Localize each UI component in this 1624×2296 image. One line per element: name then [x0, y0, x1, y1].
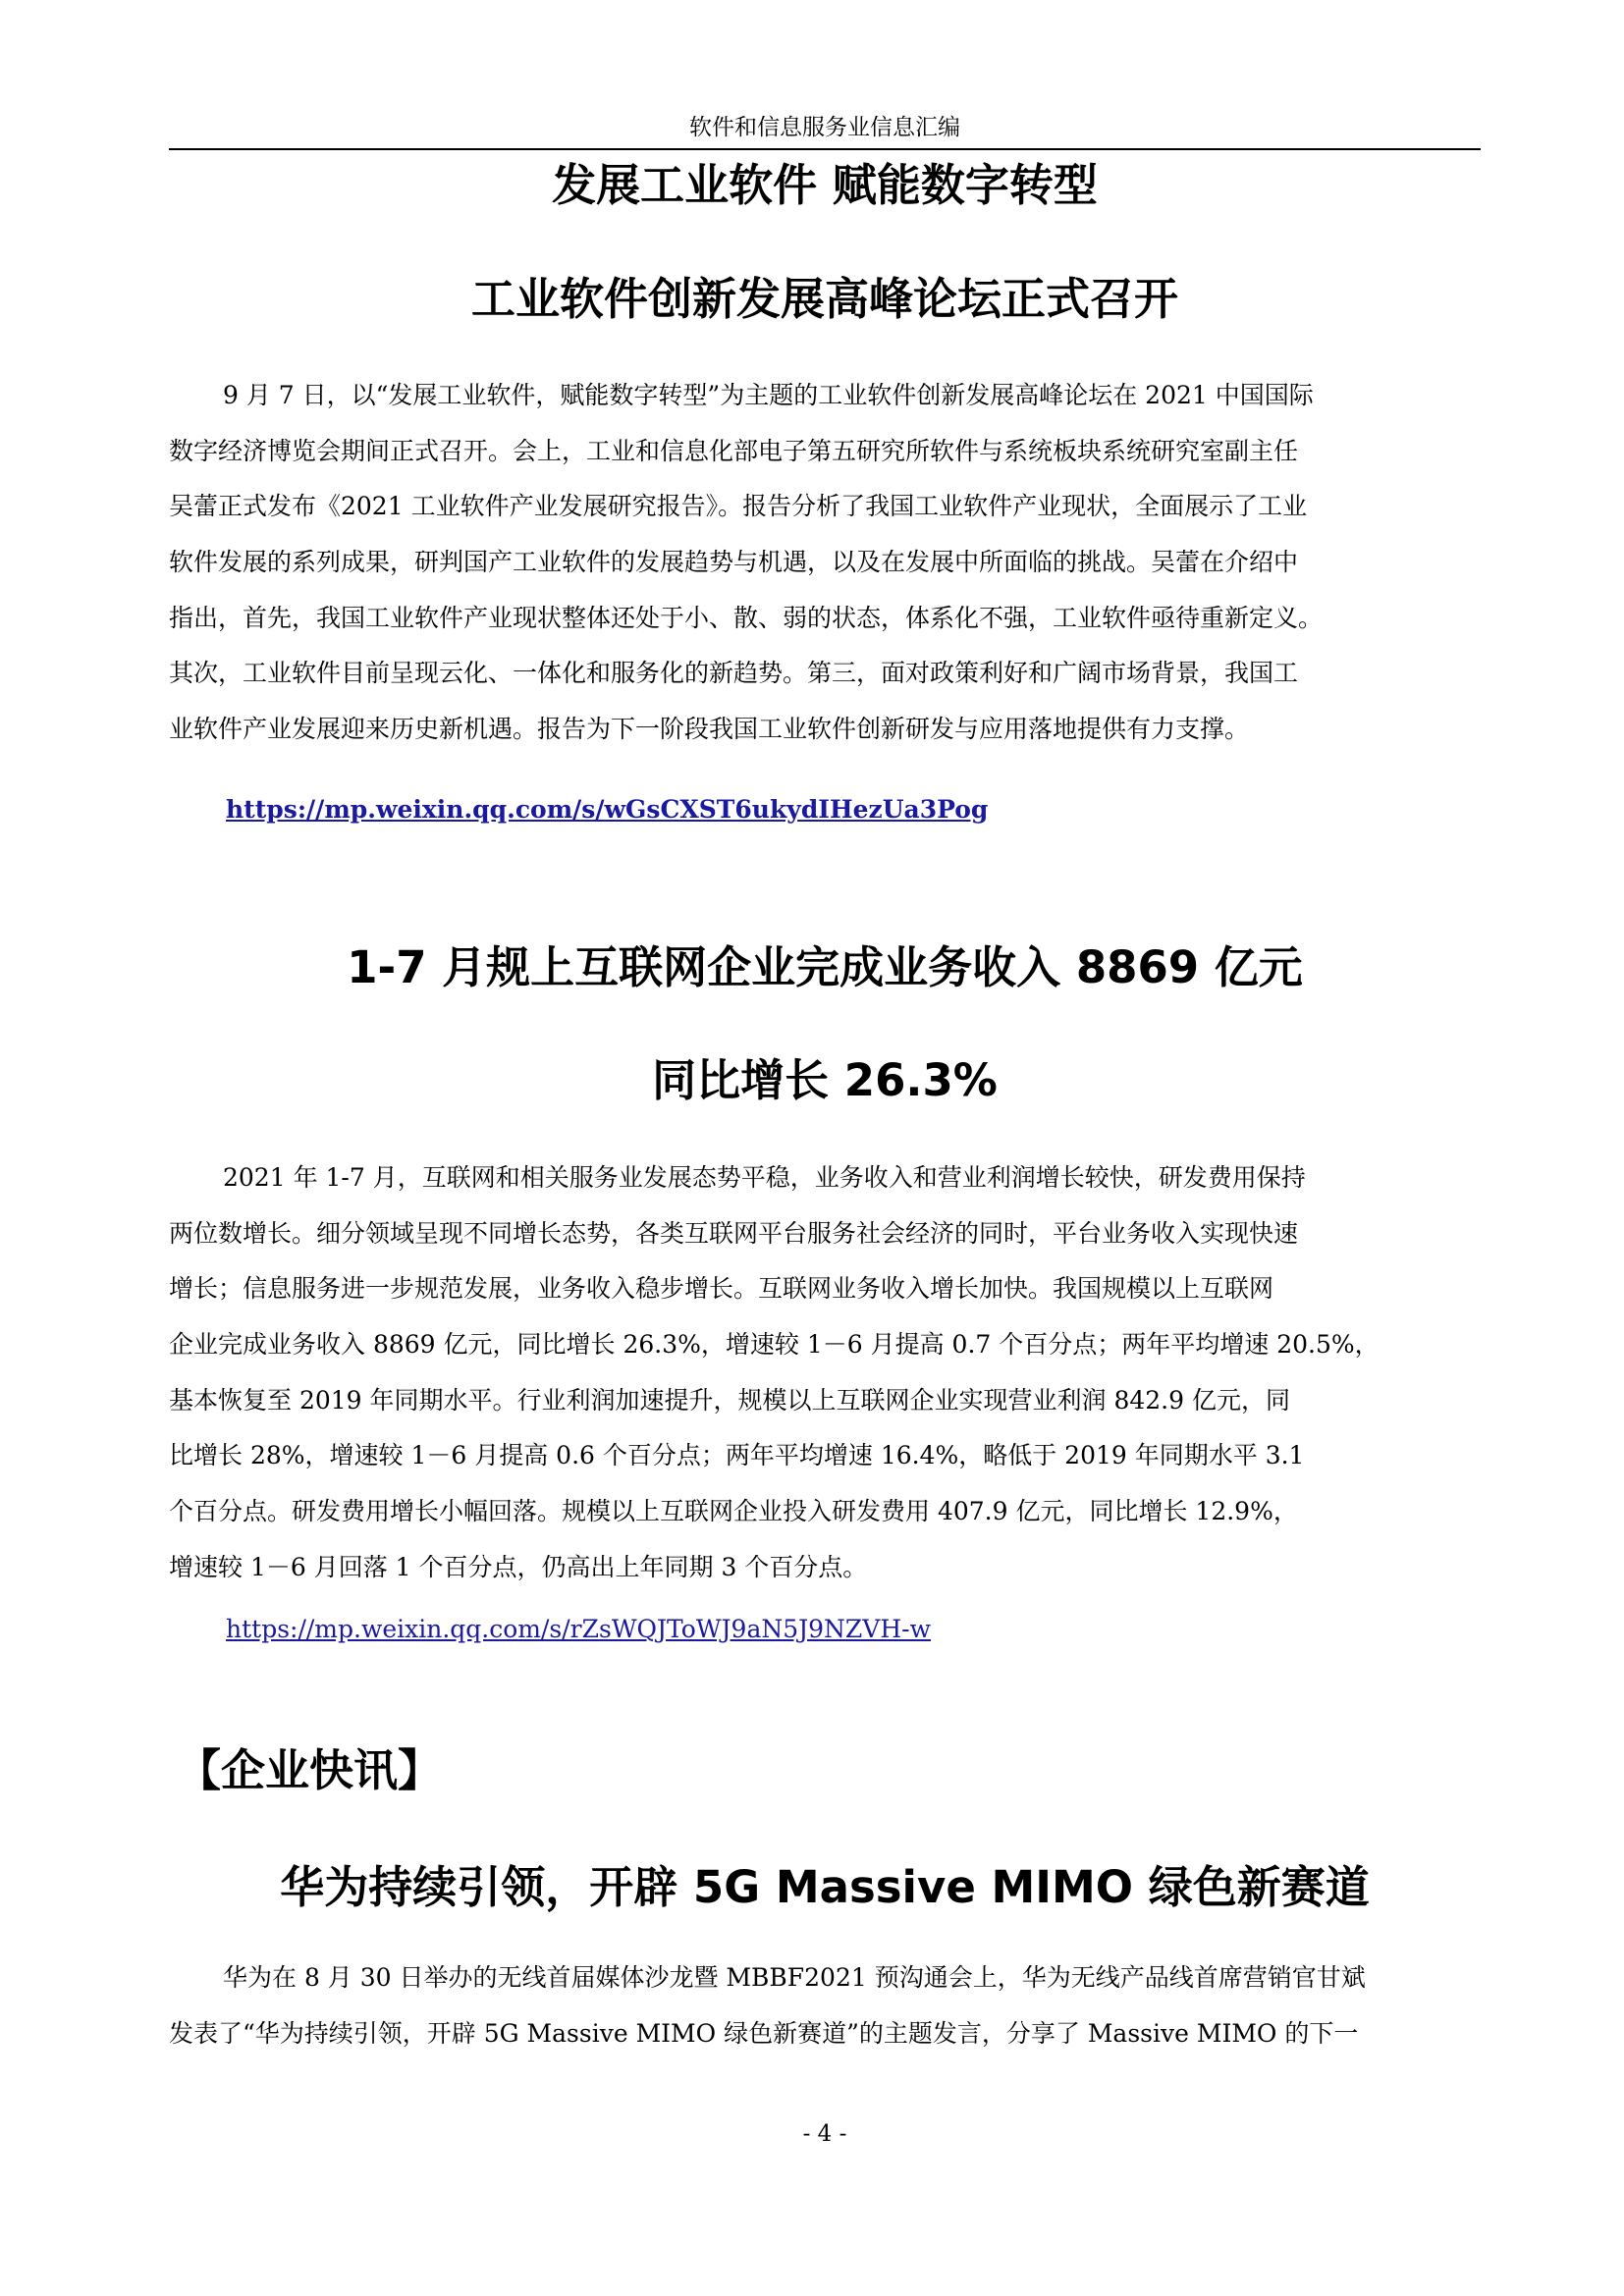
page-number: - 4 - [802, 2121, 847, 2147]
article2-line: 比增长 28%，增速较 1－6 月提高 0.6 个百分点；两年平均增速 16.4%，略低于 2019 年同期水平 3.1 [169, 1441, 1305, 1470]
article3-line: 华为在 8 月 30 日举办的无线首届媒体沙龙暨 MBBF2021 预沟通会上，华为无线产品线首席营销官甘斌 [223, 1963, 1366, 1992]
article3-title: 华为持续引领，开辟 5G Massive MIMO 绿色新赛道 [280, 1861, 1370, 1913]
section-label: 【企业快讯】 [177, 1744, 443, 1796]
running-header: 软件和信息服务业信息汇编 [689, 115, 960, 140]
article1-body [169, 368, 1481, 758]
article1-title-line1: 发展工业软件 赋能数字转型 [552, 159, 1098, 211]
article2-line: 基本恢复至 2019 年同期水平。行业利润加速提升，规模以上互联网企业实现营业利润 842.9 亿元，同 [169, 1385, 1290, 1415]
article1-line: 软件发展的系列成果，研判国产工业软件的发展趋势与机遇，以及在发展中所面临的挑战。吴蕾在介绍中 [169, 548, 1299, 577]
article1-line: 其次，工业软件目前呈现云化、一体化和服务化的新趋势。第三，面对政策利好和广阔市场背景，我国工 [169, 659, 1299, 688]
article2-link[interactable]: https://mp.weixin.qq.com/s/rZsWQJToWJ9aN5J9NZVH-w [226, 1615, 932, 1643]
article2-line: 两位数增长。细分领域呈现不同增长态势，各类互联网平台服务社会经济的同时，平台业务收入实现快速 [169, 1218, 1299, 1248]
article2-line: 增速较 1－6 月回落 1 个百分点，仍高出上年同期 3 个百分点。 [169, 1552, 868, 1581]
article3-line: 发表了“华为持续引领，开辟 5G Massive MIMO 绿色新赛道”的主题发言，分享了 Massive MIMO 的下一 [169, 2018, 1359, 2048]
header-rule [169, 148, 1481, 150]
article2-title-line2: 同比增长 26.3% [652, 1054, 998, 1106]
article1-line: 吴蕾正式发布《2021 工业软件产业发展研究报告》。报告分析了我国工业软件产业现状，全面展示了工业 [169, 492, 1308, 521]
article1-link[interactable]: https://mp.weixin.qq.com/s/wGsCXST6ukydIHezUa3Pog [226, 795, 989, 824]
article2-body [169, 1150, 1481, 1596]
article2-line: 个百分点。研发费用增长小幅回落。规模以上互联网企业投入研发费用 407.9 亿元，同比增长 12.9%， [169, 1497, 1298, 1526]
article2-title-line1: 1-7 月规上互联网企业完成业务收入 8869 亿元 [347, 941, 1303, 993]
article2-line: 增长；信息服务进一步规范发展，业务收入稳步增长。互联网业务收入增长加快。我国规模以上互联网 [169, 1274, 1274, 1304]
article1-line: 数字经济博览会期间正式召开。会上，工业和信息化部电子第五研究所软件与系统板块系统研究室副主任 [169, 436, 1299, 465]
article2-line: 企业完成业务收入 8869 亿元，同比增长 26.3%，增速较 1－6 月提高 0.7 个百分点；两年平均增速 20.5%， [169, 1330, 1380, 1360]
article3-body [169, 1950, 1481, 2061]
article1-line: 业软件产业发展迎来历史新机遇。报告为下一阶段我国工业软件创新研发与应用落地提供有力支撑。 [169, 715, 1250, 744]
article2-line: 2021 年 1-7 月，互联网和相关服务业发展态势平稳，业务收入和营业利润增长较快，研发费用保持 [223, 1163, 1306, 1192]
article1-line: 指出，首先，我国工业软件产业现状整体还处于小、散、弱的状态，体系化不强，工业软件亟待重新定义。 [169, 603, 1324, 632]
article1-title-line2: 工业软件创新发展高峰论坛正式召开 [470, 273, 1178, 325]
article1-line: 9 月 7 日，以“发展工业软件，赋能数字转型”为主题的工业软件创新发展高峰论坛在 2021 中国国际 [223, 381, 1314, 409]
